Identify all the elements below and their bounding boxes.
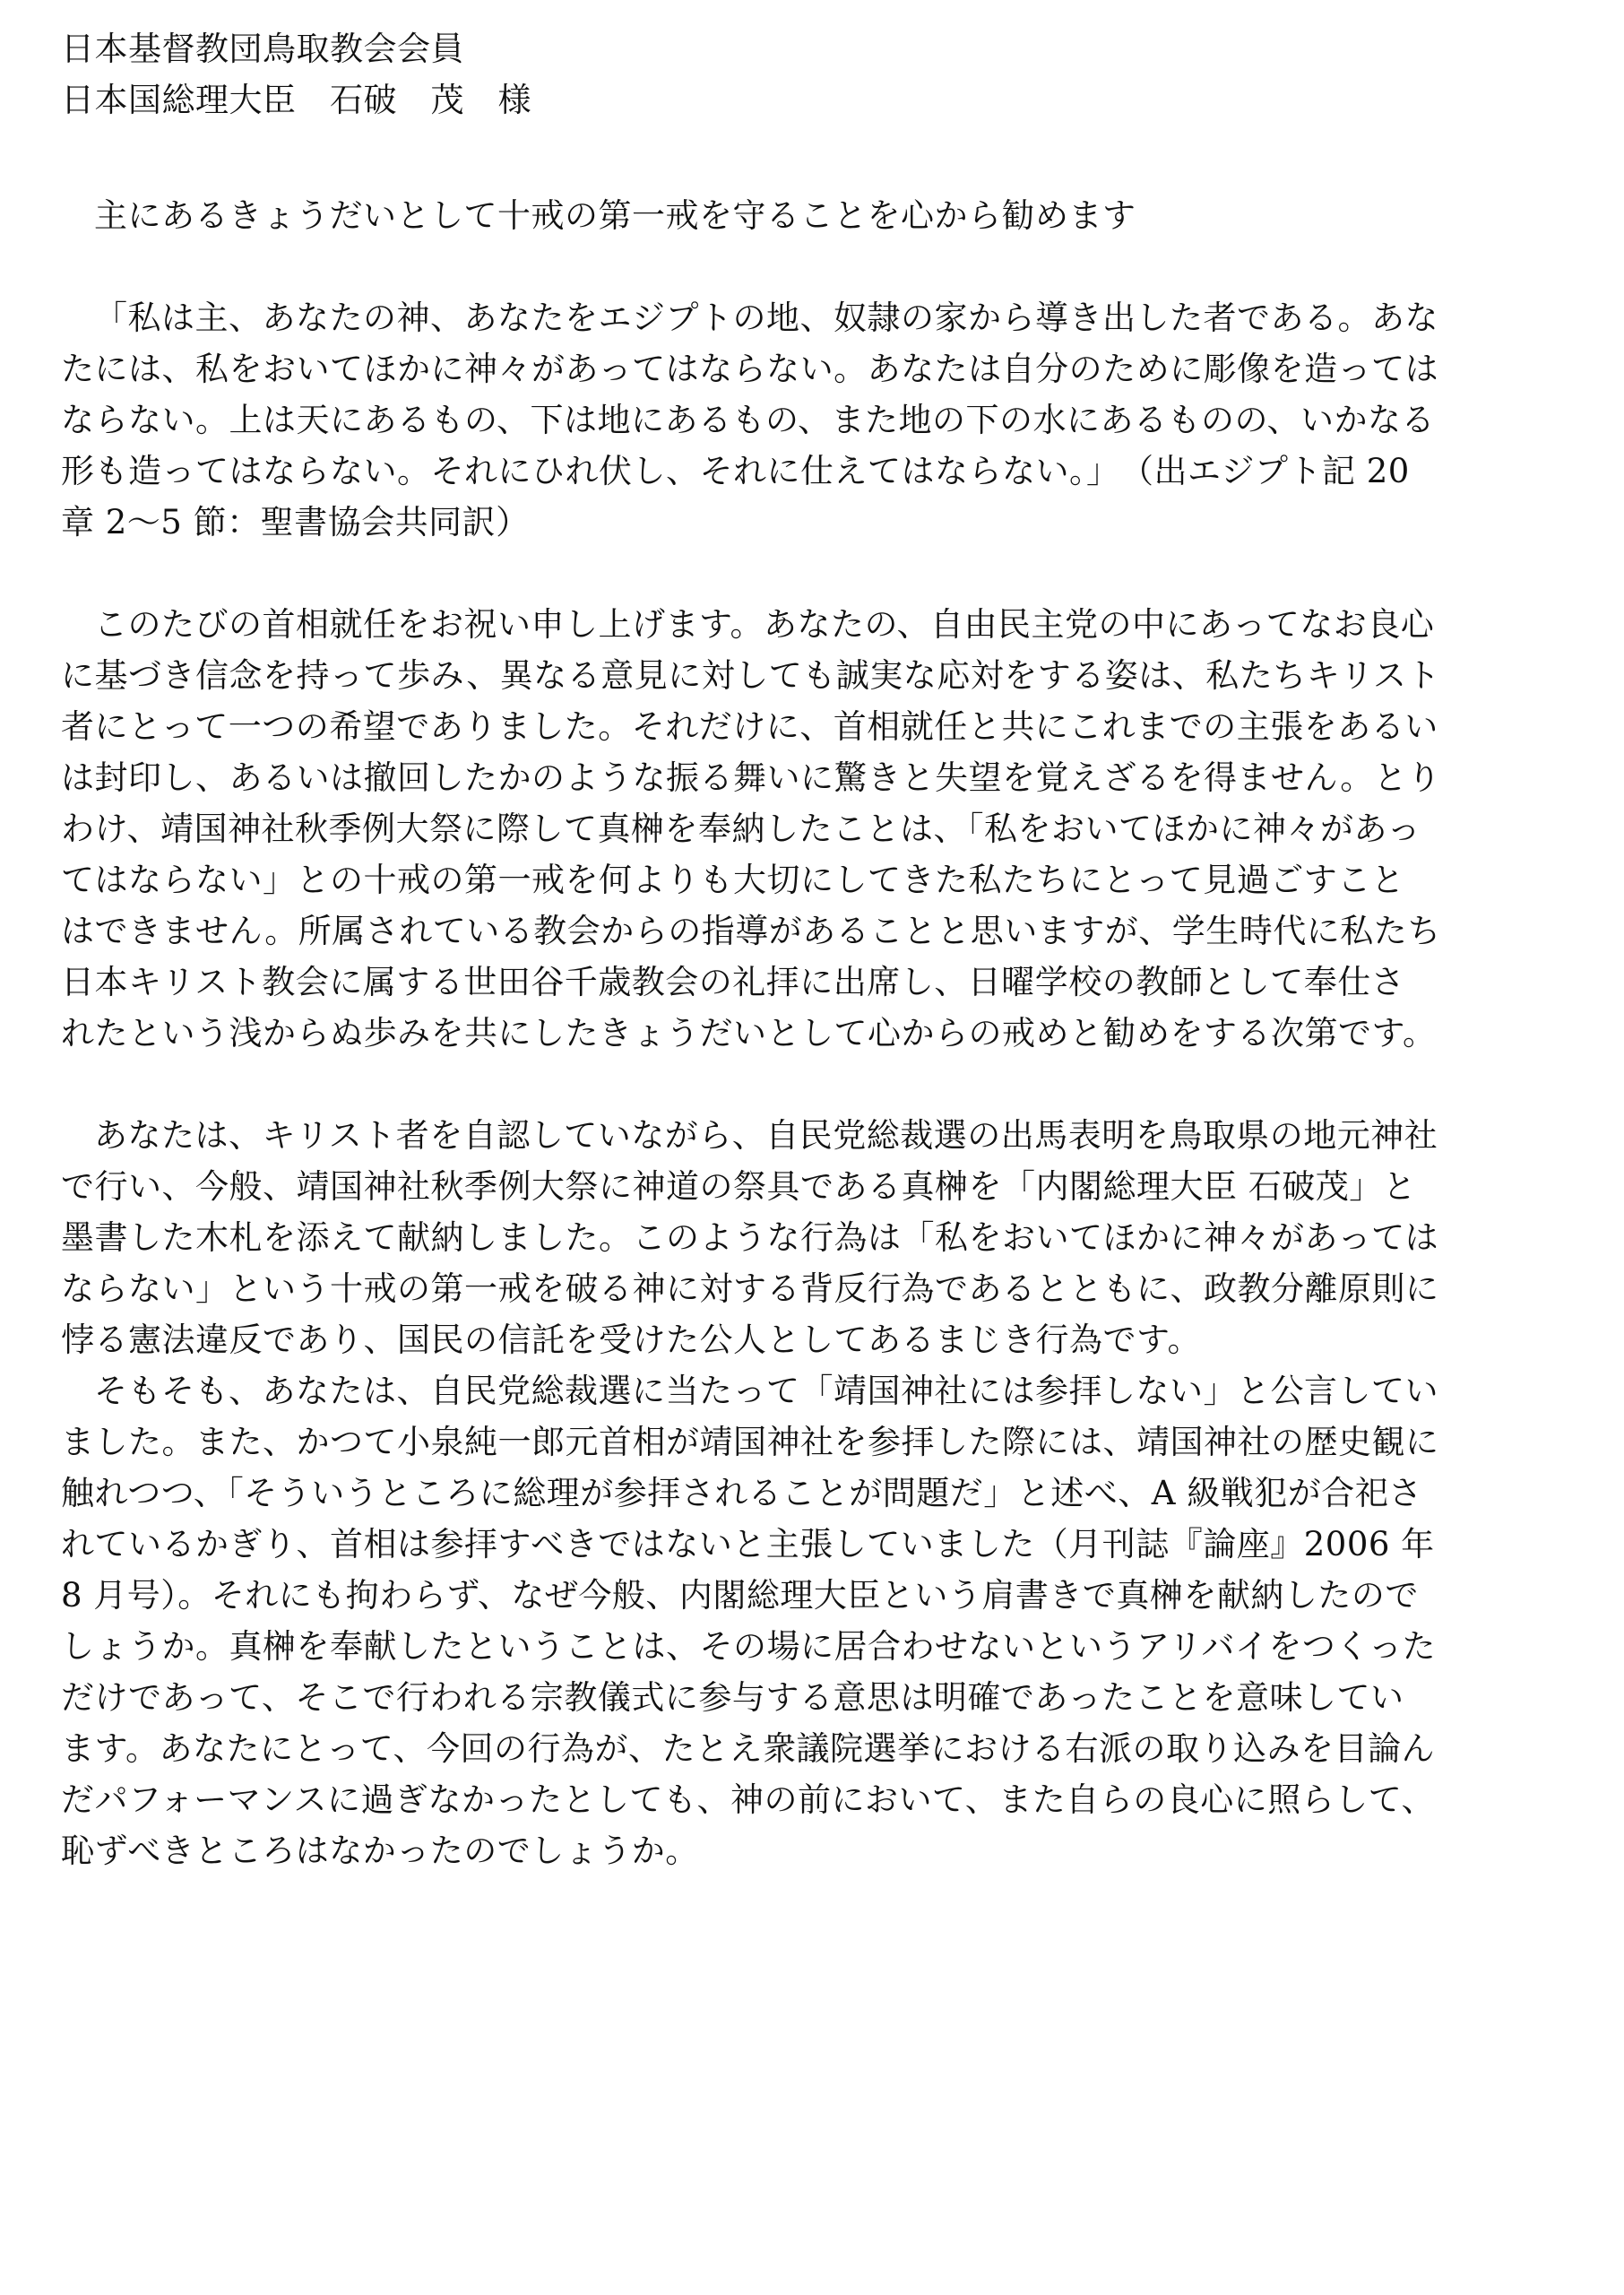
paragraph-line: わけ、靖国神社秋季例大祭に際して真榊を奉納したことは、「私をおいてほかに神々があっ [61, 810, 1421, 848]
paragraph-line: ならない」という十戒の第一戒を破る神に対する背反行為であるとともに、政教分離原則に [61, 1269, 1439, 1308]
paragraph-line: 8 月号）。それにも拘わらず、なぜ今般、内閣総理大臣という肩書きで真榊を献納したので [61, 1576, 1419, 1615]
paragraph-line: はできません。所属されている教会からの指導があることと思いますが、学生時代に私たち [61, 912, 1441, 950]
paragraph-line: あなたは、キリスト者を自認していながら、自民党総裁選の出馬表明を鳥取県の地元神社 [94, 1116, 1438, 1155]
scripture-quote [61, 292, 1561, 548]
author-line: 日本基督教団鳥取教会会員 [61, 30, 464, 68]
paragraph-line: このたびの首相就任をお祝い申し上げます。あなたの、自由民主党の中にあってなお良心 [94, 605, 1435, 644]
quote-line: 形も造ってはならない。それにひれ伏し、それに仕えてはならない。」 （出エジプト記 20 [61, 452, 1410, 490]
quote-line: ならない。上は天にあるもの、下は地にあるもの、また地の下の水にあるものの、いかなる [61, 401, 1436, 439]
paragraph-line: 恥ずべきところはなかったのでしょうか。 [61, 1832, 699, 1870]
spacer [61, 1059, 1561, 1110]
paragraph-line: に基づき信念を持って歩み、異なる意見に対しても誠実な応対をする姿は、私たちキリスト [61, 656, 1440, 695]
paragraph-line: で行い、今般、靖国神社秋季例大祭に神道の祭具である真榊を「内閣総理大臣 石破茂」と [61, 1167, 1417, 1206]
paragraph-line: ます。あなたにとって、今回の行為が、たとえ衆議院選挙における右派の取り込みを目論ん [61, 1729, 1436, 1768]
paragraph-line: ました。また、かつて小泉純一郎元首相が靖国神社を参拝した際には、靖国神社の歴史観に [61, 1423, 1439, 1461]
paragraph-line: は封印し、あるいは撤回したかのような振る舞いに驚きと失望を覚えざるを得ません。とり [61, 758, 1441, 797]
paragraph-line: しょうか。真榊を奉献したということは、その場に居合わせないというアリバイをつくった [61, 1627, 1437, 1666]
quote-line: 「私は主、あなたの神、あなたをエジプトの地、奴隷の家から導き出した者である。あな [94, 299, 1438, 337]
paragraph-line: 日本キリスト教会に属する世田谷千歳教会の礼拝に出席し、日曜学校の教師として奉仕さ [61, 963, 1405, 1001]
paragraph-line: 者にとって一つの希望でありました。それだけに、首相就任と共にこれまでの主張をあるい [61, 707, 1438, 746]
paragraph-line: だけであって、そこで行われる宗教儀式に参与する意思は明確であったことを意味してい [61, 1678, 1404, 1717]
paragraph-line: 触れつつ、「そういうところに総理が参拝されることが問題だ」と述べ、A 級戦犯が合祀さ [61, 1474, 1422, 1512]
paragraph-line: 悖る憲法違反であり、国民の信託を受けた公人としてあるまじき行為です。 [61, 1321, 1202, 1359]
letter-subject: 主にあるきょうだいとして十戒の第一戒を守ることを心から勧めます [94, 196, 1136, 235]
paragraph-line: れたという浅からぬ歩みを共にしたきょうだいとして心からの戒めと勧めをする次第です。 [61, 1014, 1437, 1052]
paragraph-line: てはならない」との十戒の第一戒を何よりも大切にしてきた私たちにとって見過ごすこと [61, 861, 1405, 899]
paragraph-offering [61, 1110, 1561, 1365]
letter-header [61, 23, 1561, 126]
recipient-line: 日本国総理大臣 石破 茂 様 [61, 81, 531, 119]
paragraph-line: 墨書した木札を添えて献納しました。このような行為は「私をおいてほかに神々があっては [61, 1218, 1439, 1257]
paragraph-question [61, 1365, 1561, 1876]
quote-line: 章 2〜5 節：聖書協会共同訳） [61, 503, 530, 541]
paragraph-line: そもそも、あなたは、自民党総裁選に当たって「靖国神社には参拝しない」と公言してい [94, 1372, 1438, 1410]
paragraph-line: れているかぎり、首相は参拝すべきではないと主張していました（月刊誌『論座』2006 年 [61, 1525, 1435, 1563]
spacer [61, 548, 1561, 599]
quote-line: たには、私をおいてほかに神々があってはならない。あなたは自分のために彫像を造っては [61, 350, 1439, 388]
paragraph-line: だパフォーマンスに過ぎなかったとしても、神の前において、また自らの良心に照らして、 [61, 1780, 1436, 1819]
paragraph-congratulation [61, 599, 1561, 1059]
